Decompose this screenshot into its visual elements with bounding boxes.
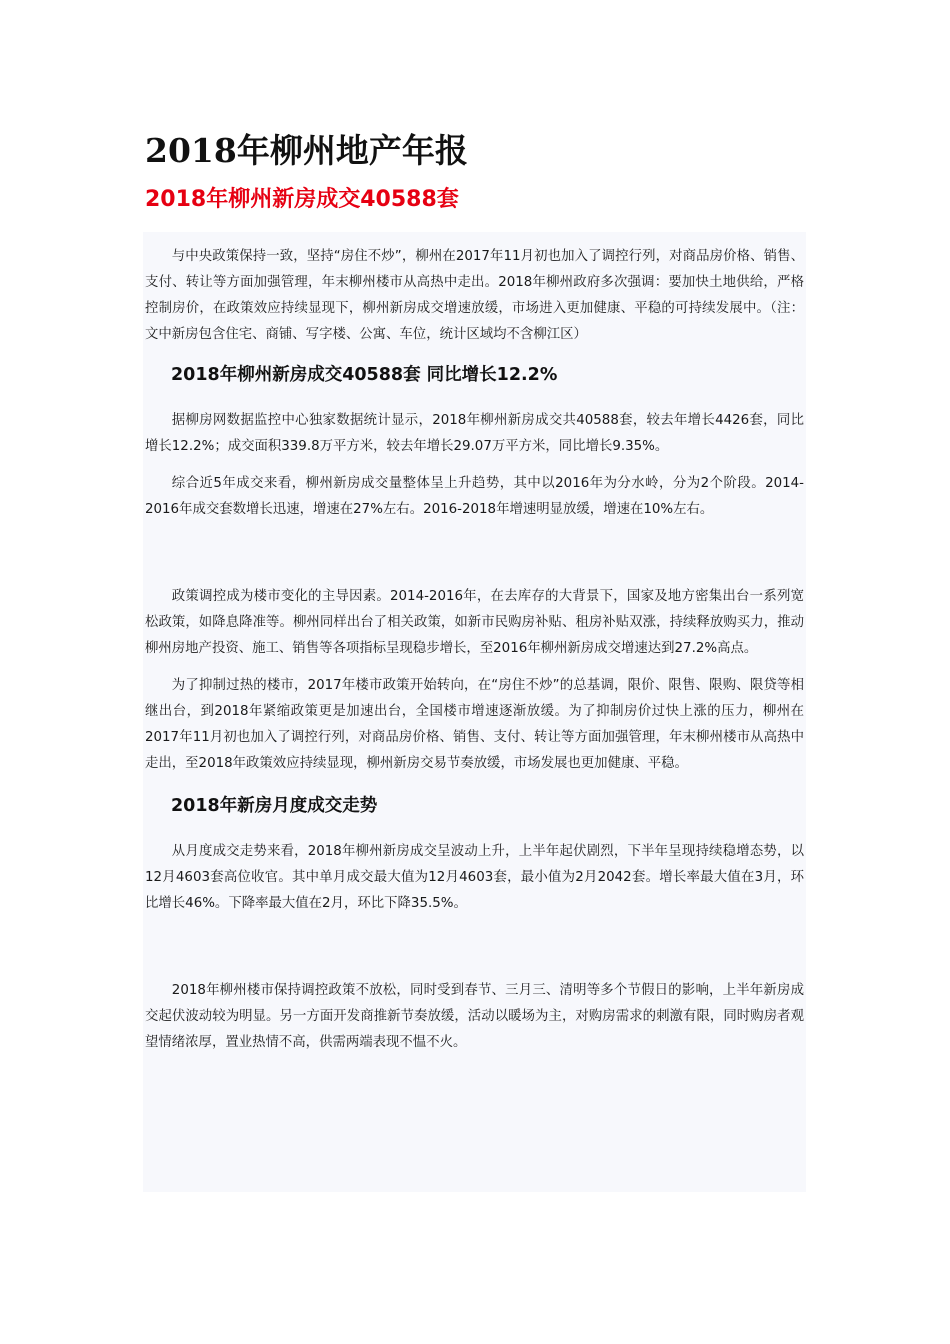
chart-placeholder <box>143 928 806 978</box>
paragraph-five-year-trend: 综合近5年成交来看，柳州新房成交量整体呈上升趋势，其中以2016年为分水岭，分为2个阶段。2014-2016年成交套数增长迅速，增速在27%左右。2016-2018年增速明显放缓，增速在10%左右。 <box>145 476 804 517</box>
paragraph-policy-factors: 政策调控成为楼市变化的主导因素。2014-2016年，在去库存的大背景下，国家及地方密集出台一系列宽松政策，如降息降准等。柳州同样出台了相关政策，如新市民购房补贴、租房补贴双涨，持续释放购买力，推动柳州房地产投资、施工、销售等各项指标呈现稳步增长，至2016年柳州新房成交增速达到27.2%高点。 <box>145 589 804 656</box>
paragraph-monthly-stats: 从月度成交走势来看，2018年柳州新房成交呈波动上升，上半年起伏剧烈，下半年呈现持续稳增态势，以12月4603套高位收官。其中单月成交最大值为12月4603套，最小值为2月2042套。增长率最大值在3月，环比增长46%。下降率最大值在2月，环比下降35.5%。 <box>145 844 804 911</box>
chart-placeholder <box>143 534 806 584</box>
document-subtitle: 2018年柳州新房成交40588套 <box>145 187 459 212</box>
paragraph-policy-tightening: 为了抑制过热的楼市，2017年楼市政策开始转向，在“房住不炒”的总基调，限价、限售、限购、限贷等相继出台，到2018年紧缩政策更是加速出台，全国楼市增速逐渐放缓。为了抑制房价过快上涨的压力，柳州在2017年11月初也加入了调控行列，对商品房价格、销售、支付、转让等方面加强管理，年末柳州楼市从高热中走出，至2018年政策效应持续显现，柳州新房交易节奏放缓，市场发展也更加健康、平稳。 <box>145 678 804 771</box>
section-heading-annual-sales: 2018年柳州新房成交40588套 同比增长12.2% <box>171 365 558 385</box>
document-title: 2018年柳州地产年报 <box>145 131 468 170</box>
paragraph-annual-stats: 据柳房网数据监控中心独家数据统计显示，2018年柳州新房成交共40588套，较去年增长4426套，同比增长12.2%；成交面积339.8万平方米，较去年增长29.07万平方米，同比增长9.35%。 <box>145 413 804 454</box>
article-body <box>143 232 806 1192</box>
intro-paragraph: 与中央政策保持一致，坚持“房住不炒”，柳州在2017年11月初也加入了调控行列，对商品房价格、销售、支付、转让等方面加强管理，年末柳州楼市从高热中走出。2018年柳州政府多次强调：要加快土地供给，严格控制房价，在政策效应持续显现下，柳州新房成交增速放缓，市场进入更加健康、平稳的可持续发展中。（注：文中新房包含住宅、商铺、写字楼、公寓、车位，统计区域均不含柳江区） <box>145 249 804 342</box>
section-heading-monthly-trend: 2018年新房月度成交走势 <box>171 796 378 816</box>
paragraph-first-half-analysis: 2018年柳州楼市保持调控政策不放松，同时受到春节、三月三、清明等多个节假日的影响，上半年新房成交起伏波动较为明显。另一方面开发商推新节奏放缓，活动以暖场为主，对购房需求的刺激有限，同时购房者观望情绪浓厚，置业热情不高，供需两端表现不愠不火。 <box>145 983 804 1050</box>
